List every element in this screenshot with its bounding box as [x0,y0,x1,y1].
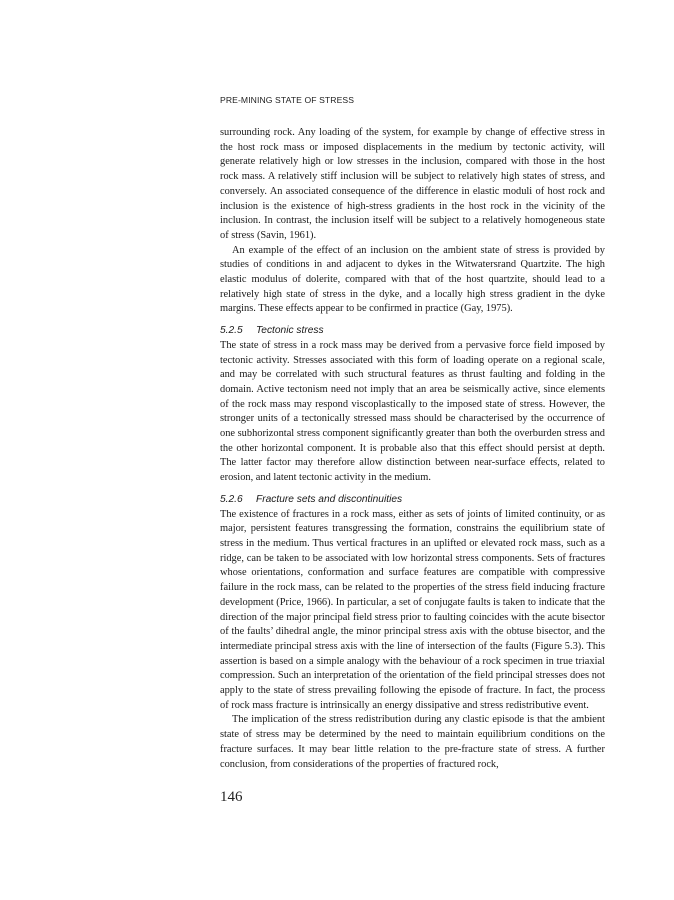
page-number: 146 [220,789,243,805]
body-text [220,126,605,772]
section-title: Fracture sets and discontinuities [256,493,403,505]
paragraph-fracture-1: The existence of fractures in a rock mass, either as sets of joints of limited continuity, or as major, persistent features transgressing the formation, constrains the equilibrium state of stress in the medium. Thus vertical fractures in an uplifted or elevated rock mass, such as a ridge, can be taken to be associated with low horizontal stress components. Sets of fractures whose orientations, conformation and surface features are compatible with compressive failure in the rock mass, can be related to the properties of the stress field inducing fracture development (Price, 1966). In particular, a set of conjugate faults is taken to indicate that the direction of the major principal field stress prior to faulting coincides with the acute bisector of the faults’ dihedral angle, the minor principal stress axis with the obtuse bisector, and the intermediate principal stress axis with the line of intersection of the faults (Figure 5.3). This assertion is based on a simple analogy with the behaviour of a rock specimen in true triaxial compression. Such an interpretation of the orientation of the field principal stresses does not apply to the state of stress prevailing following the episode of fracture. In fact, the process of rock mass fracture is intrinsically an energy dissipative and stress redistributive event. [220,508,605,711]
section-heading-fracture-sets [220,493,605,508]
paragraph-fracture-2: The implication of the stress redistribution during any clastic episode is that the ambient state of stress may be determined by the need to maintain equilibrium conditions on the fracture surfaces. It may bear little relation to the pre-fracture state of stress. A further conclusion, from considerations of the properties of fractured rock, [220,714,605,770]
paragraph-tectonic-1: The state of stress in a rock mass may be derived from a pervasive force field imposed by tectonic activity. Stresses associated with this form of loading operate on a regional scale, and may be correlated with such structural features as thrust faulting and folding in the domain. Active tectonism need not imply that an area be seismically active, since elements of the rock mass may respond viscoplastically to the imposed state of stress. However, the stronger units of a tectonically stressed mass should be characterised by the occurrence of one subhorizontal stress component significantly greater than both the overburden stress and the other horizontal component. It is probable also that this effect should persist at depth. The latter factor may therefore allow distinction between near-surface effects, related to erosion, and latent tectonic activity in the medium. [220,339,605,484]
section-title: Tectonic stress [256,325,324,337]
section-number: 5.2.5 [220,325,243,337]
section-number: 5.2.6 [220,493,243,505]
paragraph-intro-2: An example of the effect of an inclusion on the ambient state of stress is provided by studies of conditions in and adjacent to dykes in the Witwatersrand Quartzite. The high elastic modulus of dolerite, compared with that of the host quartzite, should lead to a relatively high state of stress in the dyke, and a locally high stress gradient in the dyke margins. These effects appear to be confirmed in practice (Gay, 1975). [220,244,605,315]
running-head: PRE-MINING STATE OF STRESS [220,95,355,105]
paragraph-intro-1: surrounding rock. Any loading of the system, for example by change of effective stress in the host rock mass or imposed displacements in the medium by tectonic activity, will generate relatively high or low stresses in the inclusion, compared with those in the host rock mass. A relatively stiff inclusion will be subject to relatively high states of stress, and conversely. An associated consequence of the difference in elastic moduli of host rock and inclusion is the existence of high-stress gradients in the host rock in the vicinity of the inclusion. In contrast, the inclusion itself will be subject to a relatively homogeneous state of stress (Savin, 1961). [220,127,605,241]
section-heading-tectonic-stress [220,324,605,339]
